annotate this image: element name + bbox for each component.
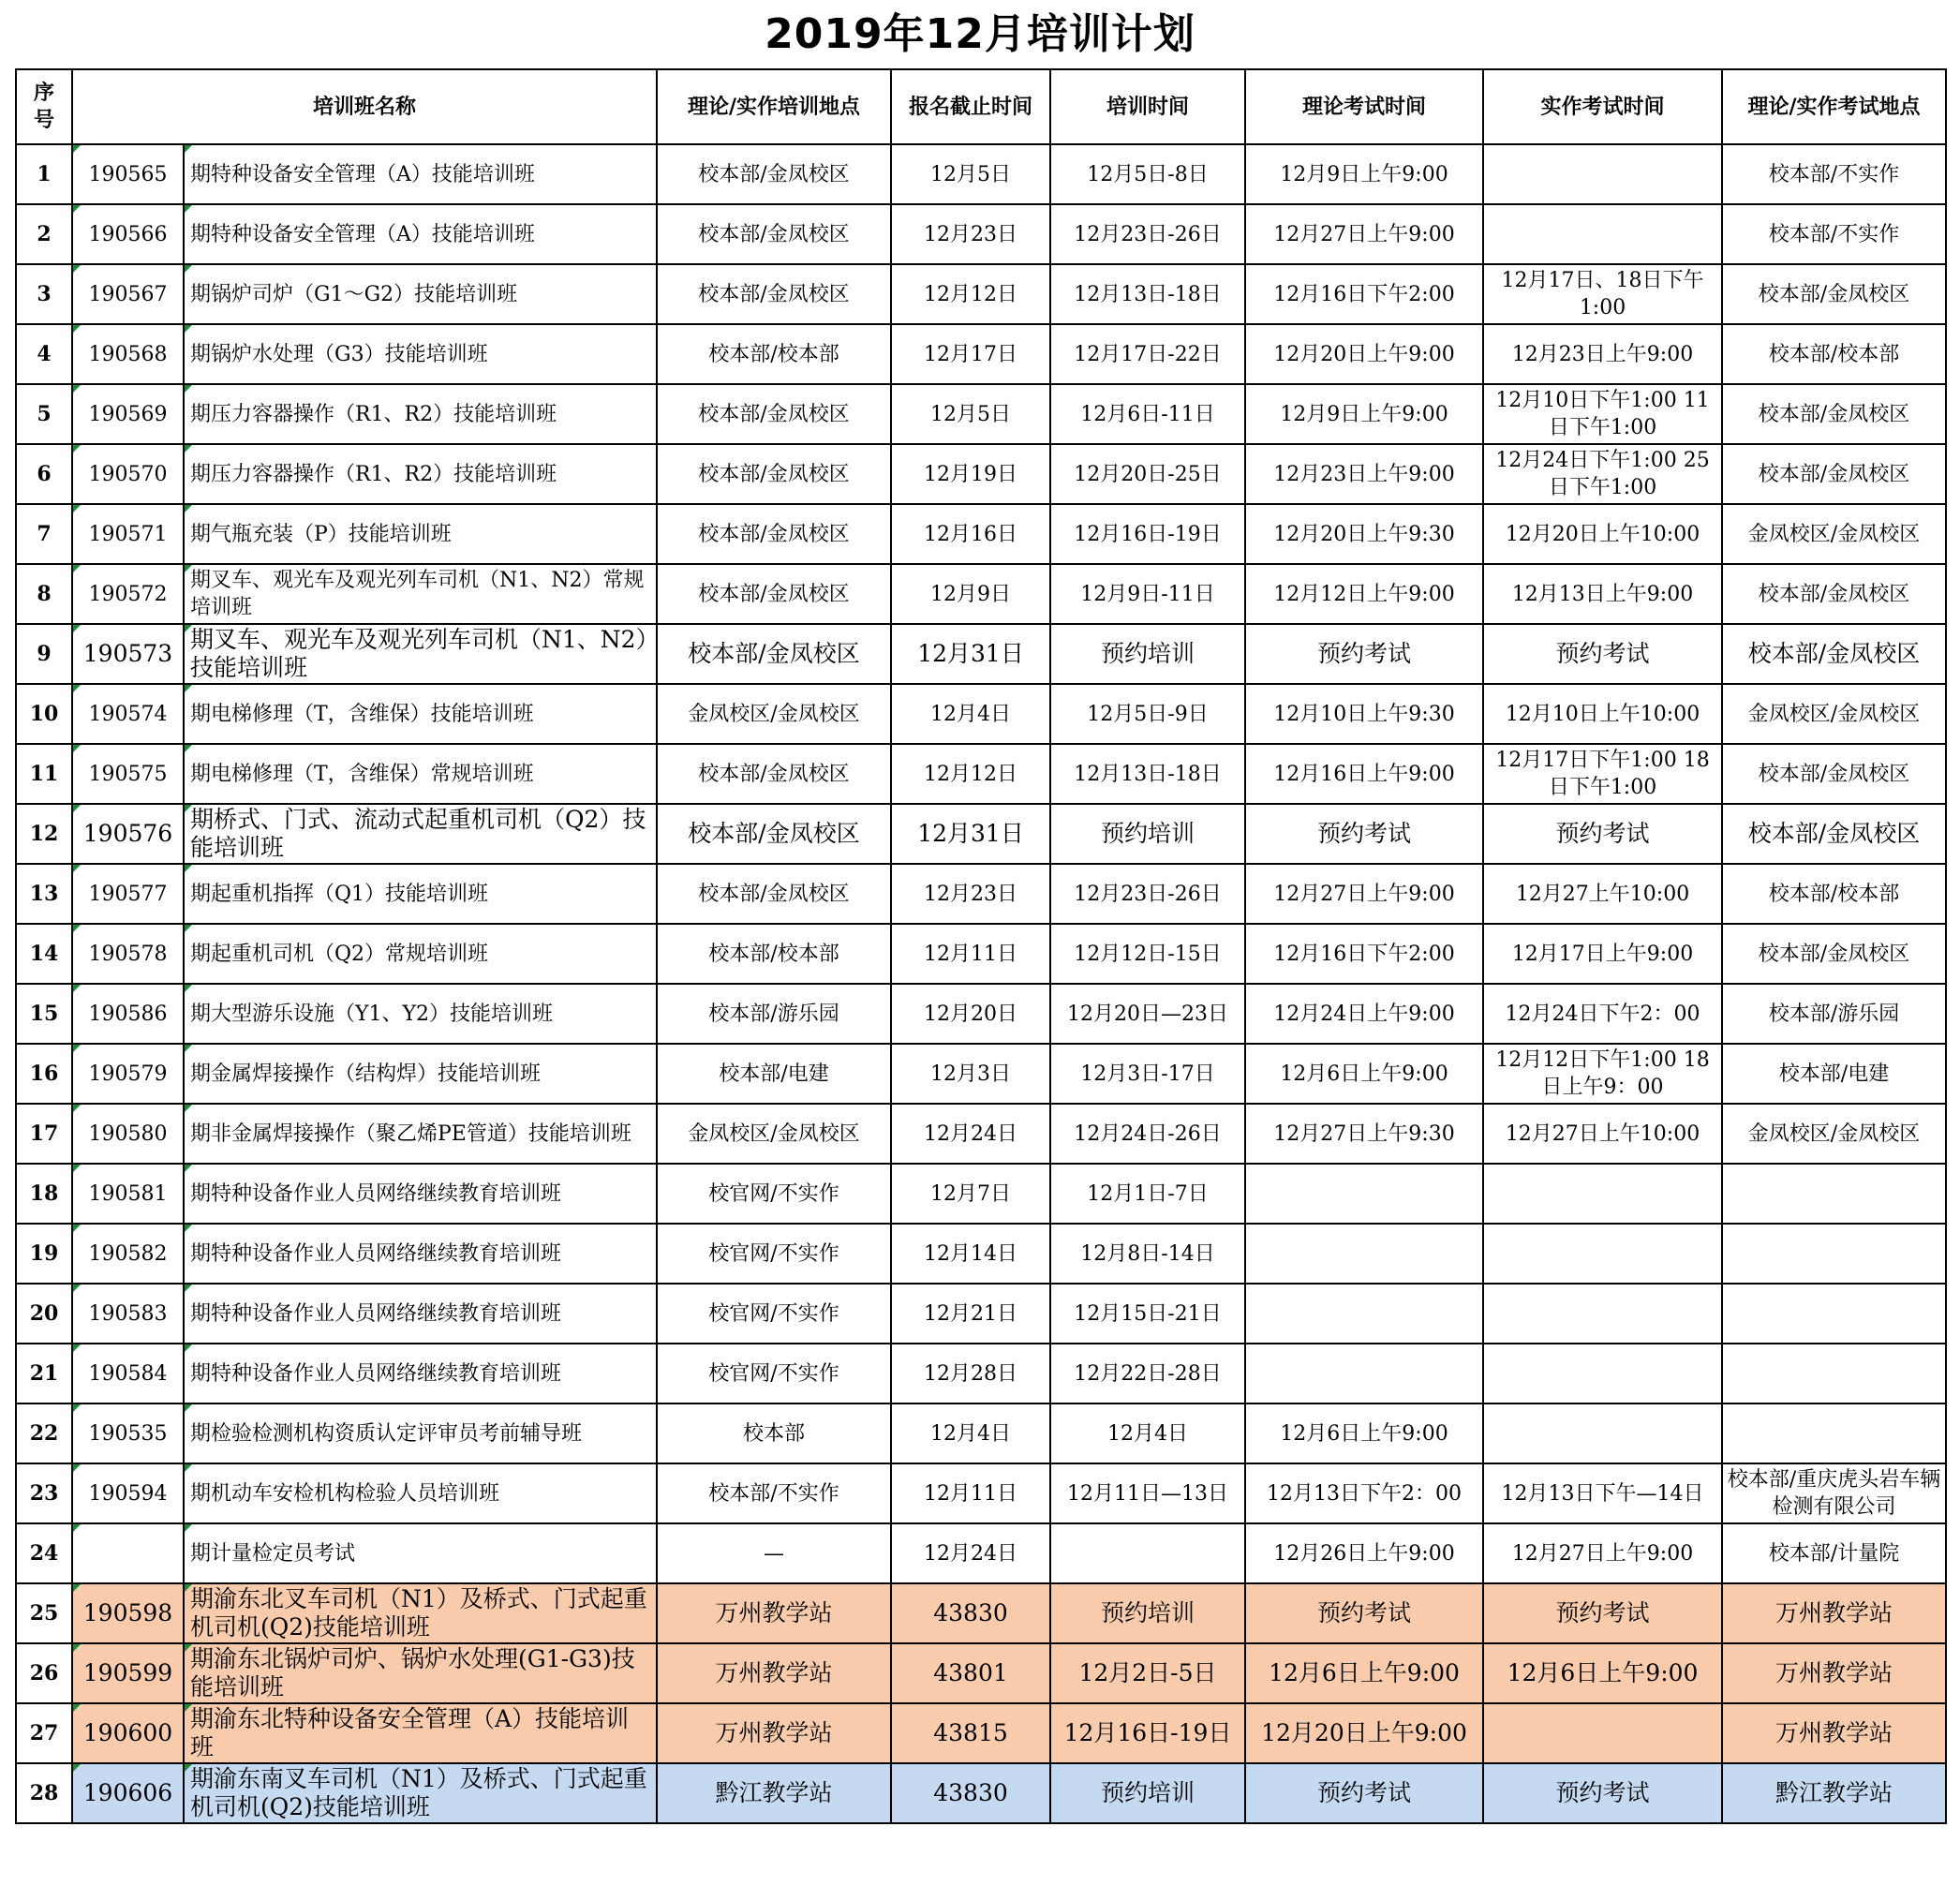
- cell-name: 期叉车、观光车及观光列车司机（N1、N2）技能培训班: [184, 624, 657, 684]
- cell-seq: 24: [16, 1523, 72, 1583]
- cell-seq: 1: [16, 144, 72, 204]
- table-row: [16, 984, 1946, 1044]
- cell-train-time: 12月13日-18日: [1050, 264, 1245, 324]
- cell-practical-exam: [1483, 1344, 1722, 1403]
- cell-seq: 9: [16, 624, 72, 684]
- cell-name: 期气瓶充装（P）技能培训班: [184, 504, 657, 564]
- cell-practical-exam: 12月13日上午9:00: [1483, 564, 1722, 624]
- cell-name: 期计量检定员考试: [184, 1523, 657, 1583]
- cell-deadline: 12月23日: [891, 204, 1050, 264]
- table-row: [16, 324, 1946, 384]
- cell-exam-location: 校本部/金凤校区: [1722, 564, 1946, 624]
- cell-train-time: 预约培训: [1050, 804, 1245, 864]
- cell-name: 期叉车、观光车及观光列车司机（N1、N2）常规培训班: [184, 564, 657, 624]
- cell-name: 期特种设备作业人员网络继续教育培训班: [184, 1344, 657, 1403]
- cell-train-time: 12月11日—13日: [1050, 1463, 1245, 1523]
- cell-theory-exam: 12月13日下午2：00: [1245, 1463, 1483, 1523]
- cell-deadline: 12月7日: [891, 1164, 1050, 1224]
- cell-seq: 7: [16, 504, 72, 564]
- cell-seq: 11: [16, 744, 72, 804]
- table-row: [16, 1523, 1946, 1583]
- cell-deadline: 12月31日: [891, 624, 1050, 684]
- cell-practical-exam: 12月17日、18日下午1:00: [1483, 264, 1722, 324]
- cell-theory-exam: [1245, 1344, 1483, 1403]
- cell-train-location: 校官网/不实作: [657, 1284, 891, 1344]
- table-row: [16, 1403, 1946, 1463]
- table-row: [16, 1703, 1946, 1763]
- cell-code: 190565: [72, 144, 184, 204]
- cell-practical-exam: 12月12日下午1:00 18日上午9：00: [1483, 1044, 1722, 1104]
- cell-train-time: [1050, 1523, 1245, 1583]
- cell-train-location: 校官网/不实作: [657, 1224, 891, 1284]
- cell-seq: 14: [16, 924, 72, 984]
- cell-train-time: 12月5日-8日: [1050, 144, 1245, 204]
- cell-exam-location: 校本部/金凤校区: [1722, 744, 1946, 804]
- table-row: [16, 924, 1946, 984]
- cell-code: 190535: [72, 1403, 184, 1463]
- cell-theory-exam: [1245, 1164, 1483, 1224]
- cell-train-time: 12月23日-26日: [1050, 204, 1245, 264]
- cell-code: 190567: [72, 264, 184, 324]
- cell-name: 期锅炉司炉（G1～G2）技能培训班: [184, 264, 657, 324]
- cell-train-time: 12月20日-25日: [1050, 444, 1245, 504]
- cell-train-time: 12月24日-26日: [1050, 1104, 1245, 1164]
- header-theory-exam: 理论考试时间: [1245, 69, 1483, 144]
- cell-seq: 21: [16, 1344, 72, 1403]
- cell-train-time: 12月16日-19日: [1050, 1703, 1245, 1763]
- table-row: [16, 444, 1946, 504]
- cell-deadline: 12月5日: [891, 384, 1050, 444]
- cell-code: 190584: [72, 1344, 184, 1403]
- header-train-location: 理论/实作培训地点: [657, 69, 891, 144]
- cell-practical-exam: 12月20日上午10:00: [1483, 504, 1722, 564]
- cell-seq: 22: [16, 1403, 72, 1463]
- cell-theory-exam: 12月27日上午9:30: [1245, 1104, 1483, 1164]
- cell-code: 190575: [72, 744, 184, 804]
- cell-deadline: 12月4日: [891, 1403, 1050, 1463]
- cell-exam-location: [1722, 1224, 1946, 1284]
- cell-exam-location: [1722, 1164, 1946, 1224]
- cell-name: 期电梯修理（T，含维保）技能培训班: [184, 684, 657, 744]
- cell-name: 期特种设备作业人员网络继续教育培训班: [184, 1164, 657, 1224]
- cell-seq: 25: [16, 1583, 72, 1643]
- cell-train-location: 校本部/游乐园: [657, 984, 891, 1044]
- cell-train-location: 黔江教学站: [657, 1763, 891, 1823]
- cell-exam-location: 校本部/校本部: [1722, 324, 1946, 384]
- table-row: [16, 504, 1946, 564]
- cell-code: 190574: [72, 684, 184, 744]
- cell-theory-exam: 12月9日上午9:00: [1245, 384, 1483, 444]
- cell-train-time: 12月8日-14日: [1050, 1224, 1245, 1284]
- cell-name: 期起重机司机（Q2）常规培训班: [184, 924, 657, 984]
- cell-theory-exam: 12月10日上午9:30: [1245, 684, 1483, 744]
- cell-deadline: 43830: [891, 1763, 1050, 1823]
- cell-seq: 12: [16, 804, 72, 864]
- cell-theory-exam: 预约考试: [1245, 1583, 1483, 1643]
- cell-train-location: 校本部/金凤校区: [657, 444, 891, 504]
- cell-name: 期压力容器操作（R1、R2）技能培训班: [184, 384, 657, 444]
- cell-exam-location: 校本部/游乐园: [1722, 984, 1946, 1044]
- table-row: [16, 1763, 1946, 1823]
- cell-deadline: 12月28日: [891, 1344, 1050, 1403]
- cell-deadline: 12月17日: [891, 324, 1050, 384]
- header-train-time: 培训时间: [1050, 69, 1245, 144]
- cell-code: 190571: [72, 504, 184, 564]
- cell-name: 期渝东北叉车司机（N1）及桥式、门式起重机司机(Q2)技能培训班: [184, 1583, 657, 1643]
- table-row: [16, 204, 1946, 264]
- header-practical-exam: 实作考试时间: [1483, 69, 1722, 144]
- header-deadline: 报名截止时间: [891, 69, 1050, 144]
- cell-train-location: 校本部/电建: [657, 1044, 891, 1104]
- cell-train-location: 校本部: [657, 1403, 891, 1463]
- cell-train-time: 预约培训: [1050, 624, 1245, 684]
- cell-name: 期锅炉水处理（G3）技能培训班: [184, 324, 657, 384]
- cell-seq: 17: [16, 1104, 72, 1164]
- cell-name: 期渝东北特种设备安全管理（A）技能培训班: [184, 1703, 657, 1763]
- cell-deadline: 12月16日: [891, 504, 1050, 564]
- cell-seq: 2: [16, 204, 72, 264]
- cell-code: 190566: [72, 204, 184, 264]
- cell-practical-exam: [1483, 1284, 1722, 1344]
- cell-deadline: 12月31日: [891, 804, 1050, 864]
- cell-train-time: 12月2日-5日: [1050, 1643, 1245, 1703]
- table-row: [16, 1284, 1946, 1344]
- cell-train-location: 校本部/金凤校区: [657, 204, 891, 264]
- cell-practical-exam: [1483, 1224, 1722, 1284]
- cell-code: 190576: [72, 804, 184, 864]
- cell-train-location: 校本部/金凤校区: [657, 504, 891, 564]
- cell-theory-exam: 12月6日上午9:00: [1245, 1044, 1483, 1104]
- table-row: [16, 564, 1946, 624]
- cell-train-location: 校本部/金凤校区: [657, 744, 891, 804]
- cell-deadline: 12月4日: [891, 684, 1050, 744]
- cell-deadline: 12月11日: [891, 1463, 1050, 1523]
- cell-name: 期特种设备作业人员网络继续教育培训班: [184, 1224, 657, 1284]
- cell-theory-exam: 12月27日上午9:00: [1245, 204, 1483, 264]
- cell-practical-exam: 预约考试: [1483, 1763, 1722, 1823]
- cell-deadline: 12月3日: [891, 1044, 1050, 1104]
- cell-train-time: 12月22日-28日: [1050, 1344, 1245, 1403]
- cell-train-time: 12月16日-19日: [1050, 504, 1245, 564]
- cell-code: 190580: [72, 1104, 184, 1164]
- cell-exam-location: 校本部/金凤校区: [1722, 624, 1946, 684]
- cell-code: 190579: [72, 1044, 184, 1104]
- cell-exam-location: 校本部/电建: [1722, 1044, 1946, 1104]
- cell-train-location: 校本部/金凤校区: [657, 624, 891, 684]
- cell-train-time: 12月9日-11日: [1050, 564, 1245, 624]
- header-name: 培训班名称: [72, 69, 657, 144]
- cell-exam-location: 金凤校区/金凤校区: [1722, 684, 1946, 744]
- cell-train-time: 12月23日-26日: [1050, 864, 1245, 924]
- cell-exam-location: 校本部/金凤校区: [1722, 924, 1946, 984]
- cell-code: 190572: [72, 564, 184, 624]
- cell-exam-location: 金凤校区/金凤校区: [1722, 504, 1946, 564]
- cell-theory-exam: 12月6日上午9:00: [1245, 1643, 1483, 1703]
- cell-deadline: 12月14日: [891, 1224, 1050, 1284]
- cell-name: 期非金属焊接操作（聚乙烯PE管道）技能培训班: [184, 1104, 657, 1164]
- cell-theory-exam: 预约考试: [1245, 1763, 1483, 1823]
- table-row: [16, 684, 1946, 744]
- cell-theory-exam: 12月9日上午9:00: [1245, 144, 1483, 204]
- cell-practical-exam: 12月27日上午10:00: [1483, 1104, 1722, 1164]
- cell-name: 期桥式、门式、流动式起重机司机（Q2）技能培训班: [184, 804, 657, 864]
- cell-practical-exam: 12月23日上午9:00: [1483, 324, 1722, 384]
- cell-train-location: 校本部/金凤校区: [657, 864, 891, 924]
- table-row: [16, 384, 1946, 444]
- cell-train-location: 校本部/金凤校区: [657, 264, 891, 324]
- cell-theory-exam: 12月24日上午9:00: [1245, 984, 1483, 1044]
- cell-theory-exam: 12月26日上午9:00: [1245, 1523, 1483, 1583]
- cell-theory-exam: [1245, 1284, 1483, 1344]
- table-row: [16, 1224, 1946, 1284]
- cell-name: 期渝东北锅炉司炉、锅炉水处理(G1-G3)技能培训班: [184, 1643, 657, 1703]
- cell-name: 期电梯修理（T，含维保）常规培训班: [184, 744, 657, 804]
- cell-theory-exam: 12月6日上午9:00: [1245, 1403, 1483, 1463]
- header-row: [16, 69, 1946, 144]
- cell-practical-exam: [1483, 204, 1722, 264]
- cell-practical-exam: 12月17日下午1:00 18日下午1:00: [1483, 744, 1722, 804]
- cell-seq: 5: [16, 384, 72, 444]
- table-row: [16, 624, 1946, 684]
- cell-train-time: 12月6日-11日: [1050, 384, 1245, 444]
- cell-code: [72, 1523, 184, 1583]
- table-row: [16, 1044, 1946, 1104]
- cell-theory-exam: 12月20日上午9:00: [1245, 324, 1483, 384]
- table-row: [16, 144, 1946, 204]
- cell-deadline: 43801: [891, 1643, 1050, 1703]
- cell-name: 期特种设备安全管理（A）技能培训班: [184, 144, 657, 204]
- cell-deadline: 12月19日: [891, 444, 1050, 504]
- cell-seq: 26: [16, 1643, 72, 1703]
- cell-train-time: 12月20日—23日: [1050, 984, 1245, 1044]
- cell-code: 190594: [72, 1463, 184, 1523]
- table-row: [16, 864, 1946, 924]
- cell-seq: 13: [16, 864, 72, 924]
- cell-exam-location: 校本部/金凤校区: [1722, 444, 1946, 504]
- table-row: [16, 1164, 1946, 1224]
- cell-exam-location: 万州教学站: [1722, 1583, 1946, 1643]
- cell-name: 期特种设备作业人员网络继续教育培训班: [184, 1284, 657, 1344]
- cell-practical-exam: [1483, 1703, 1722, 1763]
- cell-theory-exam: 预约考试: [1245, 624, 1483, 684]
- cell-name: 期检验检测机构资质认定评审员考前辅导班: [184, 1403, 657, 1463]
- table-row: [16, 264, 1946, 324]
- cell-name: 期压力容器操作（R1、R2）技能培训班: [184, 444, 657, 504]
- cell-deadline: 12月21日: [891, 1284, 1050, 1344]
- cell-code: 190582: [72, 1224, 184, 1284]
- cell-seq: 6: [16, 444, 72, 504]
- cell-code: 190577: [72, 864, 184, 924]
- cell-code: 190583: [72, 1284, 184, 1344]
- cell-train-location: 万州教学站: [657, 1703, 891, 1763]
- cell-seq: 28: [16, 1763, 72, 1823]
- cell-practical-exam: 12月24日下午2：00: [1483, 984, 1722, 1044]
- cell-train-location: 校本部/不实作: [657, 1463, 891, 1523]
- cell-practical-exam: [1483, 144, 1722, 204]
- cell-deadline: 12月20日: [891, 984, 1050, 1044]
- cell-deadline: 12月5日: [891, 144, 1050, 204]
- cell-train-time: 12月12日-15日: [1050, 924, 1245, 984]
- table-row: [16, 804, 1946, 864]
- cell-name: 期渝东南叉车司机（N1）及桥式、门式起重机司机(Q2)技能培训班: [184, 1763, 657, 1823]
- cell-code: 190586: [72, 984, 184, 1044]
- cell-exam-location: 万州教学站: [1722, 1703, 1946, 1763]
- page-title: 2019年12月培训计划: [765, 10, 1195, 58]
- cell-code: 190578: [72, 924, 184, 984]
- cell-code: 190570: [72, 444, 184, 504]
- cell-seq: 20: [16, 1284, 72, 1344]
- cell-train-location: 校本部/金凤校区: [657, 564, 891, 624]
- cell-train-time: 12月4日: [1050, 1403, 1245, 1463]
- cell-exam-location: 校本部/不实作: [1722, 144, 1946, 204]
- cell-deadline: 12月24日: [891, 1104, 1050, 1164]
- cell-train-time: 预约培训: [1050, 1763, 1245, 1823]
- cell-practical-exam: 12月27日上午9:00: [1483, 1523, 1722, 1583]
- cell-exam-location: [1722, 1284, 1946, 1344]
- cell-practical-exam: 12月10日上午10:00: [1483, 684, 1722, 744]
- table-row: [16, 1463, 1946, 1523]
- cell-theory-exam: 预约考试: [1245, 804, 1483, 864]
- cell-theory-exam: 12月16日下午2:00: [1245, 264, 1483, 324]
- cell-practical-exam: 12月13日下午—14日: [1483, 1463, 1722, 1523]
- cell-deadline: 12月9日: [891, 564, 1050, 624]
- cell-train-location: 校本部/校本部: [657, 924, 891, 984]
- cell-seq: 19: [16, 1224, 72, 1284]
- table-row: [16, 1344, 1946, 1403]
- cell-theory-exam: 12月16日上午9:00: [1245, 744, 1483, 804]
- cell-seq: 3: [16, 264, 72, 324]
- cell-exam-location: 校本部/重庆虎头岩车辆检测有限公司: [1722, 1463, 1946, 1523]
- cell-exam-location: [1722, 1403, 1946, 1463]
- cell-deadline: 12月11日: [891, 924, 1050, 984]
- cell-train-location: 校本部/金凤校区: [657, 804, 891, 864]
- cell-exam-location: 校本部/不实作: [1722, 204, 1946, 264]
- cell-train-time: 12月13日-18日: [1050, 744, 1245, 804]
- cell-train-location: 校本部/金凤校区: [657, 384, 891, 444]
- cell-practical-exam: 预约考试: [1483, 624, 1722, 684]
- cell-train-time: 12月15日-21日: [1050, 1284, 1245, 1344]
- cell-seq: 4: [16, 324, 72, 384]
- cell-train-location: —: [657, 1523, 891, 1583]
- cell-train-time: 12月17日-22日: [1050, 324, 1245, 384]
- cell-deadline: 43815: [891, 1703, 1050, 1763]
- table-row: [16, 1104, 1946, 1164]
- cell-theory-exam: 12月12日上午9:00: [1245, 564, 1483, 624]
- cell-exam-location: 金凤校区/金凤校区: [1722, 1104, 1946, 1164]
- cell-deadline: 43830: [891, 1583, 1050, 1643]
- cell-train-location: 万州教学站: [657, 1643, 891, 1703]
- cell-train-time: 12月5日-9日: [1050, 684, 1245, 744]
- cell-theory-exam: 12月20日上午9:00: [1245, 1703, 1483, 1763]
- cell-theory-exam: 12月27日上午9:00: [1245, 864, 1483, 924]
- cell-practical-exam: 12月24日下午1:00 25日下午1:00: [1483, 444, 1722, 504]
- cell-train-location: 万州教学站: [657, 1583, 891, 1643]
- cell-theory-exam: 12月23日上午9:00: [1245, 444, 1483, 504]
- cell-seq: 8: [16, 564, 72, 624]
- cell-code: 190600: [72, 1703, 184, 1763]
- cell-exam-location: 万州教学站: [1722, 1643, 1946, 1703]
- cell-code: 190606: [72, 1763, 184, 1823]
- cell-seq: 10: [16, 684, 72, 744]
- cell-code: 190569: [72, 384, 184, 444]
- cell-seq: 23: [16, 1463, 72, 1523]
- cell-exam-location: 黔江教学站: [1722, 1763, 1946, 1823]
- cell-name: 期机动车安检机构检验人员培训班: [184, 1463, 657, 1523]
- cell-exam-location: 校本部/校本部: [1722, 864, 1946, 924]
- cell-practical-exam: [1483, 1164, 1722, 1224]
- cell-seq: 15: [16, 984, 72, 1044]
- training-plan-table: [15, 68, 1947, 1824]
- cell-deadline: 12月12日: [891, 264, 1050, 324]
- header-exam-location: 理论/实作考试地点: [1722, 69, 1946, 144]
- cell-exam-location: 校本部/金凤校区: [1722, 804, 1946, 864]
- cell-train-location: 校官网/不实作: [657, 1164, 891, 1224]
- cell-deadline: 12月24日: [891, 1523, 1050, 1583]
- cell-practical-exam: 预约考试: [1483, 1583, 1722, 1643]
- cell-train-location: 金凤校区/金凤校区: [657, 1104, 891, 1164]
- cell-practical-exam: 12月6日上午9:00: [1483, 1643, 1722, 1703]
- cell-deadline: 12月23日: [891, 864, 1050, 924]
- cell-name: 期起重机指挥（Q1）技能培训班: [184, 864, 657, 924]
- table-row: [16, 1643, 1946, 1703]
- cell-practical-exam: [1483, 1403, 1722, 1463]
- cell-practical-exam: 预约考试: [1483, 804, 1722, 864]
- cell-exam-location: [1722, 1344, 1946, 1403]
- cell-name: 期大型游乐设施（Y1、Y2）技能培训班: [184, 984, 657, 1044]
- cell-code: 190573: [72, 624, 184, 684]
- cell-code: 190568: [72, 324, 184, 384]
- cell-exam-location: 校本部/金凤校区: [1722, 384, 1946, 444]
- cell-theory-exam: 12月20日上午9:30: [1245, 504, 1483, 564]
- cell-code: 190581: [72, 1164, 184, 1224]
- cell-seq: 18: [16, 1164, 72, 1224]
- cell-train-location: 校官网/不实作: [657, 1344, 891, 1403]
- cell-code: 190599: [72, 1643, 184, 1703]
- cell-theory-exam: 12月16日下午2:00: [1245, 924, 1483, 984]
- cell-train-location: 校本部/金凤校区: [657, 144, 891, 204]
- cell-code: 190598: [72, 1583, 184, 1643]
- cell-train-time: 12月1日-7日: [1050, 1164, 1245, 1224]
- cell-seq: 16: [16, 1044, 72, 1104]
- cell-train-location: 校本部/校本部: [657, 324, 891, 384]
- cell-practical-exam: 12月27上午10:00: [1483, 864, 1722, 924]
- cell-exam-location: 校本部/金凤校区: [1722, 264, 1946, 324]
- cell-exam-location: 校本部/计量院: [1722, 1523, 1946, 1583]
- cell-name: 期金属焊接操作（结构焊）技能培训班: [184, 1044, 657, 1104]
- cell-seq: 27: [16, 1703, 72, 1763]
- table-row: [16, 1583, 1946, 1643]
- cell-train-location: 金凤校区/金凤校区: [657, 684, 891, 744]
- header-seq: 序号: [16, 69, 72, 144]
- cell-practical-exam: 12月10日下午1:00 11日下午1:00: [1483, 384, 1722, 444]
- table-row: [16, 744, 1946, 804]
- cell-train-time: 预约培训: [1050, 1583, 1245, 1643]
- cell-theory-exam: [1245, 1224, 1483, 1284]
- cell-deadline: 12月12日: [891, 744, 1050, 804]
- cell-practical-exam: 12月17日上午9:00: [1483, 924, 1722, 984]
- cell-name: 期特种设备安全管理（A）技能培训班: [184, 204, 657, 264]
- cell-train-time: 12月3日-17日: [1050, 1044, 1245, 1104]
